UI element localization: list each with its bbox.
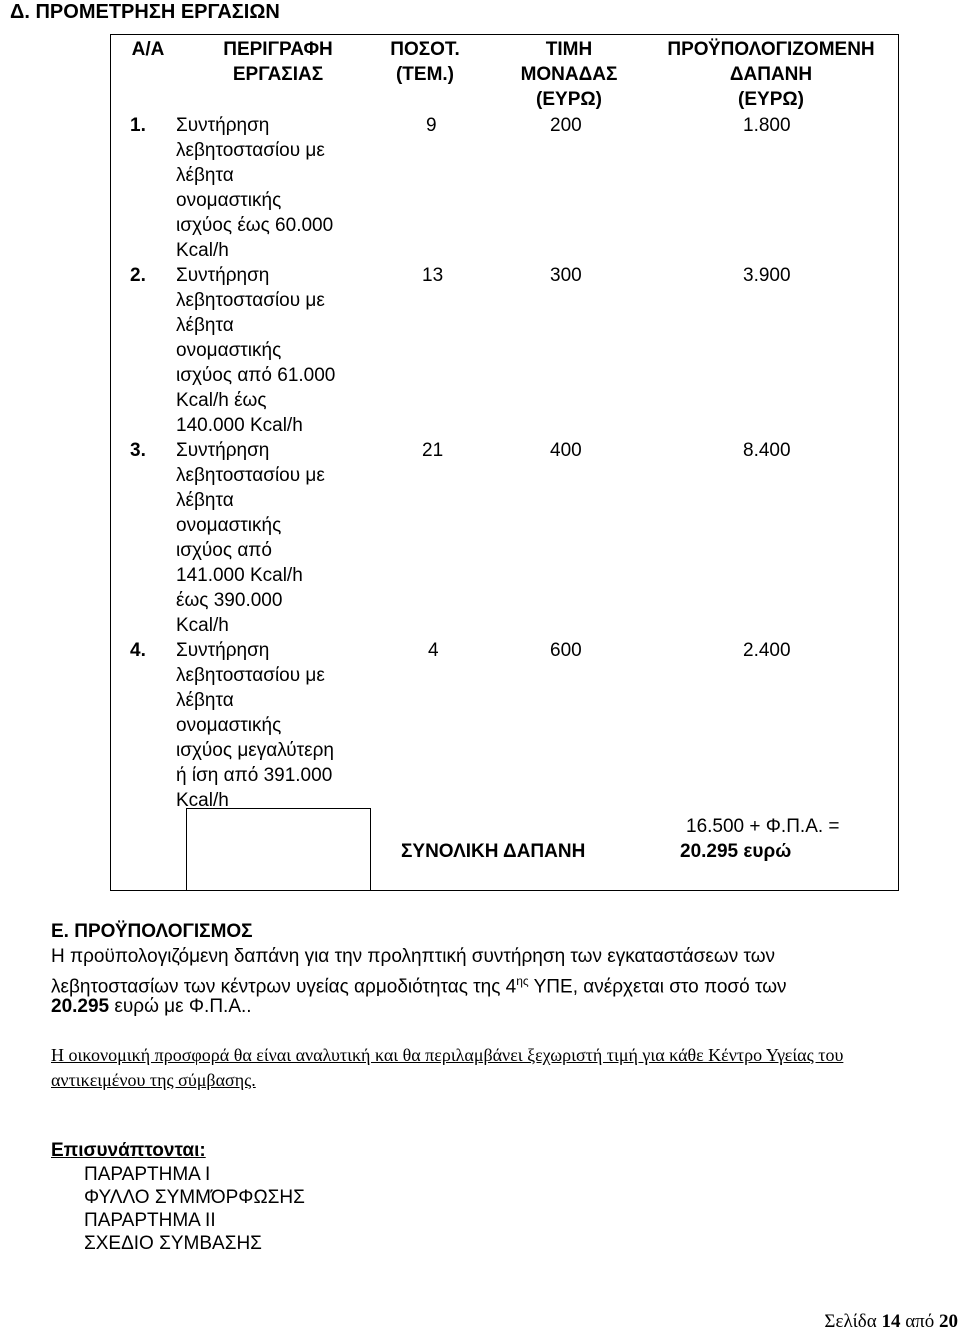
offer-note-line1: Η οικονομική προσφορά θα είναι αναλυτική και θα περιλαμβάνει ξεχωριστή τιμή για κάθε Κέντρο Υγείας του <box>51 1045 844 1065</box>
row-2-description: Συντήρηση λεβητοστασίου με λέβητα ονομαστικής ισχύος από 61.000 Kcal/h έως 140.000 Kcal/h <box>176 265 336 436</box>
header-quantity: ΠΟΣΟΤ. (ΤΕΜ.) <box>390 39 460 85</box>
table-divider-right <box>370 808 371 890</box>
row-3-index: 3. <box>130 440 146 461</box>
table-divider-left <box>186 808 187 890</box>
header-unit-price: ΤΙΜΗ ΜΟΝΑΔΑΣ (ΕΥΡΩ) <box>520 39 618 110</box>
section-e-line2: λεβητοστασίων των κέντρων υγείας αρμοδιότητας της $4^{\eta\varsigma}$ ΥΠΕ, ανέρχεται στο ποσό των <box>51 974 787 998</box>
header-description: ΠΕΡΙΓΡΑΦΗ ΕΡΓΑΣΙΑΣ <box>223 39 333 85</box>
attachments-heading: Επισυνάπτονται: <box>51 1140 206 1161</box>
total-label: ΣΥΝΟΛΙΚΗ ΔΑΠΑΝΗ <box>401 841 586 862</box>
row-1-total: 1.800 <box>743 115 791 136</box>
row-1-index: 1. <box>130 115 146 136</box>
row-4-unit-price: 600 <box>550 640 582 661</box>
row-2-index: 2. <box>130 265 146 286</box>
header-budget: ΠΡΟΫΠΟΛΟΓΙΖΟΜΕΝΗ ΔΑΠΑΝΗ (ΕΥΡΩ) <box>667 39 875 110</box>
section-e-line1: Η προϋπολογιζόμενη δαπάνη για την προληπτική συντήρηση των εγκαταστάσεων των <box>51 946 776 967</box>
row-4-description: Συντήρηση λεβητοστασίου με λέβητα ονομαστικής ισχύος μεγαλύτερη ή ίση από 391.000 Kcal/h <box>176 640 335 811</box>
row-3-total: 8.400 <box>743 440 791 461</box>
attachment-item: ΣΧΕΔΙΟ ΣΥΜΒΑΣΗΣ <box>84 1233 262 1254</box>
section-e-title: Ε. ΠΡΟΫΠΟΛΟΓΙΣΜΟΣ <box>51 921 253 942</box>
row-1-unit-price: 200 <box>550 115 582 136</box>
row-3-unit-price: 400 <box>550 440 582 461</box>
offer-note-line2: αντικειμένου της σύμβασης. <box>51 1070 256 1090</box>
row-3-quantity: 21 <box>422 440 444 461</box>
attachment-item: ΠΑΡΑΡΤΗΜΑ ΙΙ <box>84 1210 216 1231</box>
section-e-line3: 20.295 ευρώ με Φ.Π.Α.. <box>51 996 252 1017</box>
header-aa: Α/Α <box>131 39 165 60</box>
row-1-description: Συντήρηση λεβητοστασίου με λέβητα ονομαστικής ισχύος έως 60.000 Kcal/h <box>176 115 334 261</box>
row-2-unit-price: 300 <box>550 265 582 286</box>
section-d-title: Δ. ΠΡΟΜΕΤΡΗΣΗ ΕΡΓΑΣΙΩΝ <box>10 1 280 23</box>
row-2-total: 3.900 <box>743 265 791 286</box>
row-2-quantity: 13 <box>422 265 444 286</box>
row-1-quantity: 9 <box>426 115 437 136</box>
row-3-description: Συντήρηση λεβητοστασίου με λέβητα ονομαστικής ισχύος από 141.000 Kcal/h έως 390.000 Kcal/h <box>176 440 325 636</box>
row-4-index: 4. <box>130 640 146 661</box>
page-footer: Σελίδα 14 από 20 <box>824 1311 958 1332</box>
total-value-line2: 20.295 ευρώ <box>680 841 792 862</box>
total-value-line1: 16.500 + Φ.Π.Α. = <box>686 816 840 837</box>
attachment-item: ΦΥΛΛΟ ΣΥΜΜΌΡΦΩΣΗΣ <box>84 1187 305 1208</box>
row-4-total: 2.400 <box>743 640 791 661</box>
attachment-item: ΠΑΡΑΡΤΗΜΑ Ι <box>84 1164 211 1185</box>
row-4-quantity: 4 <box>428 640 439 661</box>
